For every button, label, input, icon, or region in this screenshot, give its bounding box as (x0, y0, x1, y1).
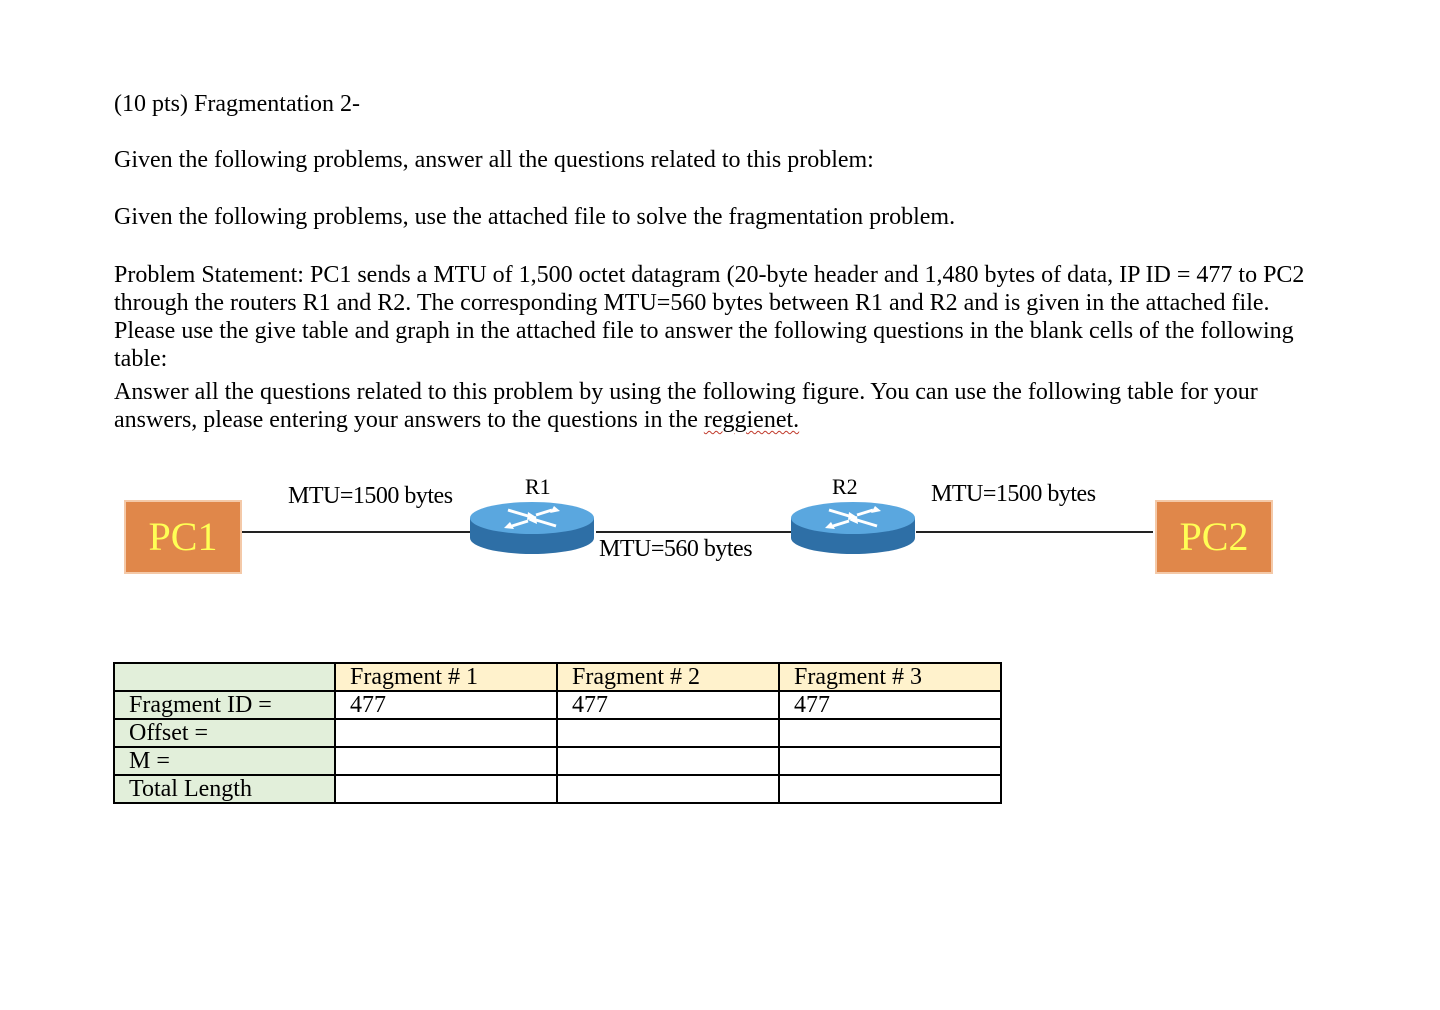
table-header-row (114, 663, 1001, 691)
problem-statement: Problem Statement: PC1 sends a MTU of 1,500 octet datagram (20-byte header and 1,480 bytes of data, IP ID = 477 to PC2 through the routers R1 and R2. The corresponding MTU=560 bytes between R1 and R2 and is given in the attached file. Please use the give table and graph in the attached file to answer the following questions in the blank cells of the following table: (114, 262, 1305, 372)
pc2-box: PC2 (1155, 500, 1273, 574)
intro-paragraph-2: Given the following problems, use the attached file to solve the fragmentation problem. (114, 204, 956, 230)
link-r1-r2 (596, 531, 792, 533)
intro-paragraph-1: Given the following problems, answer all the questions related to this problem: (114, 147, 874, 173)
table-cell[interactable] (557, 747, 779, 775)
table-cell[interactable] (557, 775, 779, 803)
table-row-offset (114, 719, 1001, 747)
row-label: Fragment ID = (114, 691, 335, 719)
table-cell[interactable] (335, 747, 557, 775)
link-r2-pc2 (916, 531, 1153, 533)
router-r2-icon (789, 500, 917, 556)
table-header-corner (114, 663, 335, 691)
fragment-table (113, 662, 1002, 804)
table-cell[interactable] (335, 719, 557, 747)
mtu-label-r1-r2: MTU=560 bytes (599, 536, 753, 562)
table-cell[interactable] (779, 747, 1001, 775)
row-label: Offset = (114, 719, 335, 747)
table-cell[interactable] (779, 719, 1001, 747)
table-cell[interactable]: 477 (335, 691, 557, 719)
answer-instructions (114, 378, 1314, 434)
page-title: (10 pts) Fragmentation 2- (114, 91, 360, 117)
table-cell[interactable] (779, 775, 1001, 803)
row-label: M = (114, 747, 335, 775)
table-cell[interactable] (557, 719, 779, 747)
link-pc1-r1 (242, 531, 470, 533)
table-cell[interactable] (335, 775, 557, 803)
mtu-label-r2-pc2: MTU=1500 bytes (931, 481, 1096, 507)
table-row-total-length (114, 775, 1001, 803)
r1-label: R1 (525, 474, 551, 499)
table-cell[interactable]: 477 (779, 691, 1001, 719)
r2-label: R2 (832, 474, 858, 499)
table-header-fragment-2: Fragment # 2 (557, 663, 779, 691)
table-header-fragment-3: Fragment # 3 (779, 663, 1001, 691)
router-r1-icon (468, 500, 596, 556)
pc1-box: PC1 (124, 500, 242, 574)
table-row-fragment-id (114, 691, 1001, 719)
mtu-label-pc1-r1: MTU=1500 bytes (288, 483, 453, 509)
table-header-fragment-1: Fragment # 1 (335, 663, 557, 691)
misspelled-word: reggienet. (703, 407, 800, 433)
row-label: Total Length (114, 775, 335, 803)
table-cell[interactable]: 477 (557, 691, 779, 719)
answer-instructions-text: Answer all the questions related to this problem by using the following figure. You can use the following table for your answers, please entering your answers to the questions in the (114, 379, 1258, 433)
table-row-m (114, 747, 1001, 775)
